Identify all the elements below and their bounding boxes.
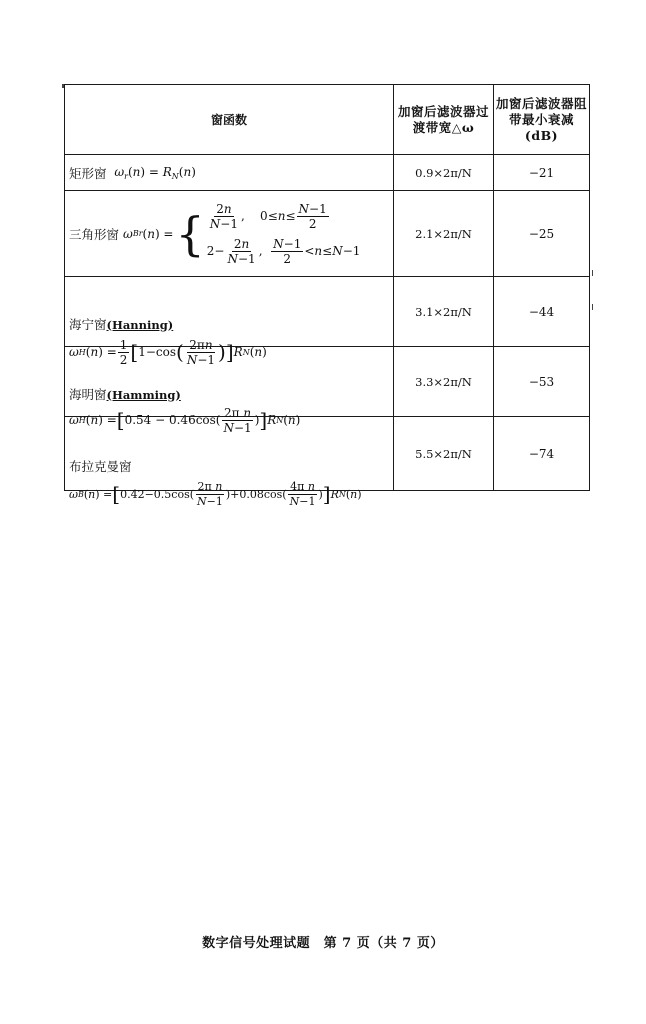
table-row (65, 191, 590, 277)
table-header-row (65, 85, 590, 155)
table-row (65, 277, 590, 347)
window-cell (65, 155, 394, 191)
page-footer: 数字信号处理试题 第 7 页（共 7 页） (202, 936, 444, 951)
header-transition-band: 加窗后滤波器过渡带宽△ω (394, 85, 494, 155)
table-row (65, 155, 590, 191)
transition-band-value: 0.9×2π/N (394, 155, 494, 191)
window-formula: ω H ( n ) = $\frac{1}{2}$ [ 1−cos ( $\frac{2\pi n}{N-1}$ ) ] R N ( n ) (69, 337, 267, 367)
scan-mark (592, 304, 593, 310)
attenuation-value: −25 (494, 191, 590, 277)
window-name-english: (Hanning) (106, 317, 174, 332)
window-name: 三角形窗 (69, 226, 120, 242)
window-name: 矩形窗 (69, 165, 107, 181)
header-window-function: 窗函数 (65, 85, 394, 155)
scan-mark (592, 270, 593, 276)
window-name: 布拉克曼窗 (69, 458, 132, 474)
transition-band-value: 3.1×2π/N (394, 277, 494, 347)
header-min-attenuation: 加窗后滤波器阻带最小衰减(dB) (494, 85, 590, 155)
window-title (69, 385, 181, 403)
window-formula: $\omega_r(n) = R_N(n)$ (110, 164, 196, 181)
window-cell (65, 277, 394, 367)
attenuation-value: −74 (494, 417, 590, 491)
window-function-table (64, 84, 590, 508)
window-formula: ω B ( n ) = [ 0.42−0.5cos( $\frac{\text{2π n}}{N-1}$ )+0.08cos( $\frac{\text{4π n}}{N-1}$ ) ] R N ( n ) (69, 479, 362, 508)
attenuation-value: −21 (494, 155, 590, 191)
transition-band-value: 3.3×2π/N (394, 347, 494, 417)
window-title (69, 315, 173, 333)
window-name: 海宁窗 (69, 316, 107, 332)
window-formula: ω Br ( n ) = { $\frac{2n}{N-1}$ , 0≤n≤ $\frac{N-1}{2}$ 2− $\frac{2n}{N-1}$ , $\frac{N-1}{2}$ <n≤N−1 (123, 201, 361, 266)
transition-band-value: 2.1×2π/N (394, 191, 494, 277)
window-name: 海明窗 (69, 386, 107, 402)
attenuation-value: −44 (494, 277, 590, 347)
window-cell (65, 191, 394, 277)
transition-band-value: 5.5×2π/N (394, 417, 494, 491)
attenuation-value: −53 (494, 347, 590, 417)
window-title (69, 457, 132, 475)
window-formula: ω H ( n ) = [ 0.54 − 0.46cos( $\frac{\text{2π n}}{N-1}$ ) ] R N ( n ) (69, 405, 301, 435)
window-name-english: (Hamming) (106, 387, 181, 402)
